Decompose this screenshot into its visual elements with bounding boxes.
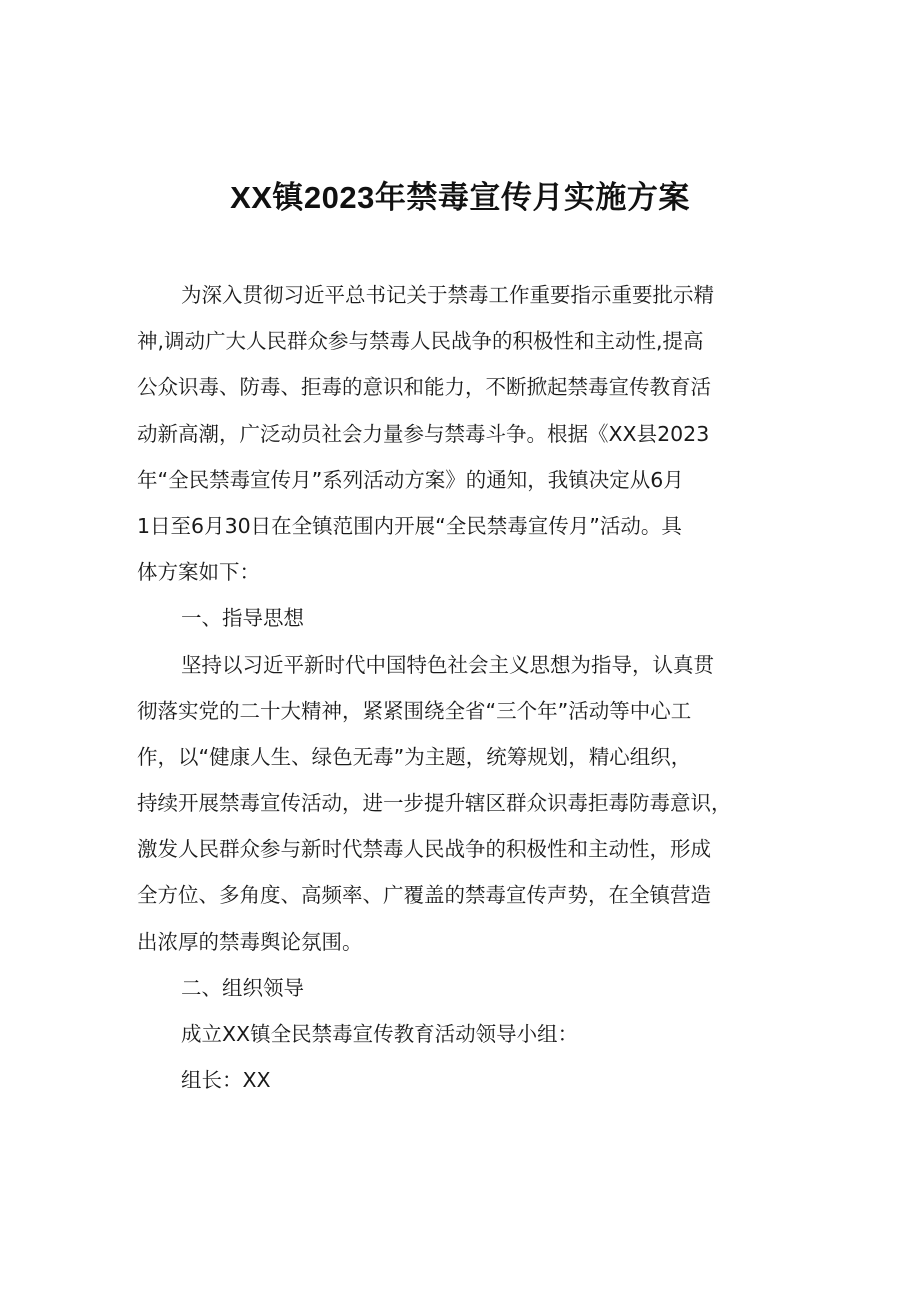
section-heading-organization: 二、组织领导 <box>181 975 304 1000</box>
paragraph-intro-line-4: 动新高潮，广泛动员社会力量参与禁毒斗争。根据《XX县2023 <box>137 421 710 446</box>
paragraph-guiding-line-4: 持续开展禁毒宣传活动，进一步提升辖区群众识毒拒毒防毒意识， <box>137 791 732 816</box>
paragraph-guiding-line-2: 彻落实党的二十大精神，紧紧围绕全省“三个年”活动等中心工 <box>137 698 692 723</box>
paragraph-intro-line-6: 1日至6月30日在全镇范围内开展“全民禁毒宣传月”活动。具 <box>137 513 682 538</box>
section-heading-guiding-thought: 一、指导思想 <box>181 606 304 631</box>
paragraph-guiding-line-6: 全方位、多角度、高频率、广覆盖的禁毒宣传声势，在全镇营造 <box>137 883 711 908</box>
paragraph-guiding-line-5: 激发人民群众参与新时代禁毒人民战争的积极性和主动性，形成 <box>137 837 711 862</box>
paragraph-guiding-line-7: 出浓厚的禁毒舆论氛围。 <box>137 929 363 954</box>
paragraph-guiding-line-1: 坚持以习近平新时代中国特色社会主义思想为指导，认真贯 <box>181 652 714 677</box>
document-title: XX镇2023年禁毒宣传月实施方案 <box>230 180 690 215</box>
paragraph-intro-line-3: 公众识毒、防毒、拒毒的意识和能力，不断掀起禁毒宣传教育活 <box>137 375 711 400</box>
paragraph-intro-line-7: 体方案如下： <box>137 560 260 585</box>
paragraph-intro-line-5: 年“全民禁毒宣传月”系列活动方案》的通知，我镇决定从6月 <box>137 467 684 492</box>
paragraph-intro-line-2: 神,调动广大人民群众参与禁毒人民战争的积极性和主动性,提高 <box>137 329 704 354</box>
paragraph-organization-line-1: 成立XX镇全民禁毒宣传教育活动领导小组： <box>181 1022 579 1046</box>
document-body <box>137 272 792 1103</box>
paragraph-group-leader: 组长：XX <box>181 1068 271 1093</box>
paragraph-intro-line-1: 为深入贯彻习近平总书记关于禁毒工作重要指示重要批示精 <box>181 283 714 307</box>
paragraph-guiding-line-3: 作，以“健康人生、绿色无毒”为主题，统筹规划，精心组织， <box>137 744 692 769</box>
